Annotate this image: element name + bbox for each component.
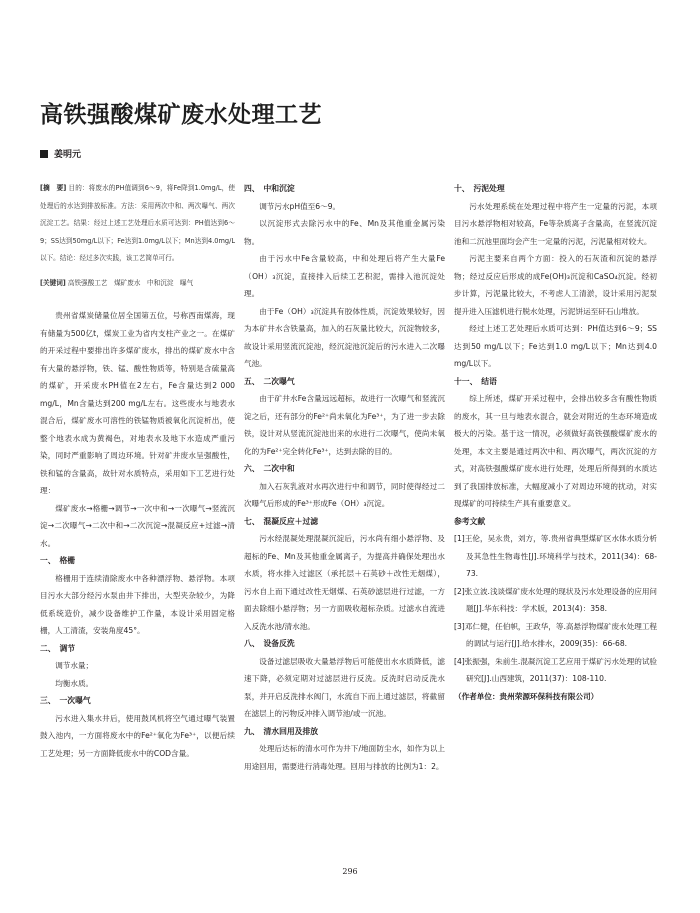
section-heading: 十、 污泥处理 [454, 184, 505, 193]
column-middle [244, 180, 445, 775]
section-text: 加入石灰乳液对水再次进行中和调节，同时使得经过二次曝气后形成的Fe³⁺形成Fe（OH）₃沉淀。 [244, 481, 445, 508]
section-text: 经过上述工艺处理后水质可达到：PH值达到6～9；SS达到50 mg/L以下；Fe达到1.0 mg/L以下；Mn达到4.0 mg/L以下。 [454, 324, 657, 368]
section-text: 由于矿井水Fe含量远远超标，故进行一次曝气和竖流沉淀之后，还有部分的Fe²⁺尚未氧化为Fe³⁺，为了进一步去除铁，设计对从竖流沉淀池出来的水进行二次曝气，使尚未氧化的为Fe²⁺完全转化Fe³⁺，达到去除的目的。 [244, 394, 445, 456]
reference-list [454, 530, 657, 688]
author-line [40, 147, 81, 160]
square-bullet-icon [40, 150, 48, 158]
section-text: 污水处理系统在处理过程中将产生一定量的污泥，本项目污水悬浮物相对较高，Fe等杂质离子含量高，在竖流沉淀池和二沉池里面均会产生一定量的污泥，污泥量相对较大。 [454, 201, 657, 246]
author-name: 姜明元 [54, 150, 82, 160]
references-heading: 参考文献 [454, 516, 486, 526]
section-text: 由于污水中Fe含量较高，中和处理后将产生大量Fe（OH）₃沉淀，直接排入后续工艺积泥，需排入池沉淀处理。 [244, 254, 445, 298]
abstract [40, 180, 235, 268]
section-heading: 一、 格栅 [40, 556, 76, 565]
intro-paragraph: 贵州省煤炭储量位居全国第五位，号称西南煤海，现有储量为500亿t，煤炭工业为省内支柱产业之一。在煤矿的开采过程中要排出许多煤矿废水，排出的煤矿废水中含有大量的悬浮物，铁、锰、酸性物质等，特别是含硫量高的煤矿，开采废水PH值在2左右，Fe含量达到2 000 mg/L，Mn含量达到200 mg/L左右。这些废水与地表水混合后，煤矿废水可溶性的铁锰物质被氧化沉淀析出，使整个地表水成为黄褐色，对地表水及地下水造成严重污染，同时严重影响了周边环境。针对矿井废水呈强酸性，铁和锰的含量高，故针对水质特点，采用如下工艺进行处理： [40, 311, 235, 495]
reference-item: [2]张立波.浅谈煤矿废水处理的现状及污水处理设备的应用问题[J].华东科技：学术版，2013(4)：358. [454, 586, 658, 613]
page-number: 296 [342, 867, 358, 876]
column-right [454, 180, 657, 705]
section-text: 污水进入集水井后，使用鼓风机将空气通过曝气装置鼓入池内，一方面将废水中的Fe²⁺氧化为Fe³⁺，以便后续工艺处理；另一方面降低废水中的COD含量。 [40, 713, 235, 758]
section-text: 调节水量； [55, 661, 94, 670]
section-heading: 三、 一次曝气 [40, 696, 91, 705]
reference-item: [4]张振强，朱前生.混凝沉淀工艺应用于煤矿污水处理的试验研究[J].山西建筑，2011(37)：108-110. [454, 656, 658, 683]
section-heading: 四、 中和沉淀 [244, 184, 295, 193]
section-text: 调节污水pH值至6～9。 [259, 201, 341, 211]
section-heading: 十一、 结语 [454, 376, 497, 386]
section-text: 格栅用于连续清除废水中各种漂浮物、悬浮物。本项目污水大部分经污水泵由井下排出，大型夹杂较少，为降低系统造价，减少设备维护工作量，本设计采用固定格栅，人工清渣，安装角度45°。 [40, 573, 235, 635]
reference-item: [3]邓仁健，任伯帜，王政华，等.高悬浮物煤矿废水处理工程的调试与运行[J].给水排水，2009(35)：66-68. [454, 621, 658, 648]
section-heading: 八、 设备反洗 [244, 639, 295, 648]
process-flow: 煤矿废水→格栅→调节→一次中和→一次曝气→竖流沉淀→二次曝气→二次中和→二次沉淀→混凝反应+过滤→清水。 [40, 503, 235, 548]
section-heading: 九、 清水回用及排放 [244, 726, 319, 736]
section-text: 由于Fe（OH）₃沉淀具有胶体性质，沉淀效果较好，因为本矿井水含铁量高，加入的石灰量比较大，沉淀物较多，故设计采用竖流沉淀池，经沉淀池沉淀后的污水进入二次曝气池。 [244, 306, 445, 368]
section-text: 设备过滤层吸收大量悬浮物后可能使出水水质降低，滤速下降，必须定期对过滤层进行反洗。反洗时启动反洗水泵，并开启反洗排水阀门，水流自下而上通过滤层，将截留在滤层上的污物反冲排入调节池/或一沉池。 [244, 656, 445, 718]
keywords [40, 275, 235, 293]
section-text: 均衡水质。 [55, 678, 94, 688]
abstract-text: 目的：将废水的PH值调到6～9，将Fe降到1.0mg/L，使处理后的水达到排放标准。方法：采用两次中和、两次曝气、两次沉淀工艺。结果：经过上述工艺处理后水质可达到：PH值达到6～9；SS达到50mg/L以下；Fe达到1.0mg/L以下；Mn达到4.0mg/L以下。结论：经过多次实践，该工艺简单可行。 [40, 184, 235, 262]
author-affiliation: （作者单位：贵州荣源环保科技有限公司） [454, 691, 599, 701]
section-heading: 六、 二次中和 [244, 464, 295, 473]
section-text: 污泥主要来自两个方面：投入的石灰渣和沉淀的悬浮物；经过反应后形成的成Fe(OH)₃沉淀和CaSO₄沉淀。经初步计算，污泥量比较大，不考虑人工清淤，设计采用污泥泵提升进入压滤机进行脱水处理，污泥饼运至矸石山堆放。 [454, 254, 657, 316]
spacer [40, 292, 235, 307]
article-title: 高铁强酸煤矿废水处理工艺 [40, 102, 322, 128]
section-text: 处理后达标的清水可作为井下/地面防尘水，如作为以上用途回用，需要进行消毒处理。回用与排放的比例为1：2。 [244, 744, 445, 771]
reference-item: [1]王伦，吴永贵，刘方，等.贵州省典型煤矿区水体水质分析及其急性生物毒性[J].环境科学与技术，2011(34)：68-73. [454, 534, 658, 578]
section-text: 污水经混凝处理混凝沉淀后，污水尚有细小悬浮物、及超标的Fe、Mn及其他重金属离子，为提高并确保处理出水水质，将水排入过滤区（承托层＋石英砂＋改性无烟煤），污水自上而下通过改性无烟煤、石英砂滤层进行过滤，一方面去除细小悬浮物；另一方面吸收超标杂质。过滤水自流进入反洗水池/清水池。 [244, 534, 445, 631]
section-heading: 五、 二次曝气 [244, 376, 295, 386]
section-heading: 七、 混凝反应＋过滤 [244, 516, 319, 526]
section-text: 以沉淀形式去除污水中的Fe、Mn及其他重金属污染物。 [244, 219, 445, 246]
keywords-label: [关键词] [40, 278, 66, 287]
keywords-text: 高铁强酸工艺 煤矿废水 中和沉淀 曝气 [67, 278, 194, 287]
section-heading: 二、 调节 [40, 643, 76, 653]
section-text: 综上所述，煤矿开采过程中，会排出较多含有酸性物质的废水，其一旦与地表水混合，就会对附近的生态环境造成极大的污染。基于这一情况，必须做好高铁强酸煤矿废水的处理，本文主要是通过两次中和、两次曝气，两次沉淀的方式，对高铁强酸煤矿废水进行处理，处理后所得到的水质达到了我国排放标准，大幅度减小了对周边环境的扰动，对实现煤矿的可持续生产具有重要意义。 [454, 394, 657, 508]
column-left [40, 180, 235, 762]
abstract-label: [摘 要] [40, 184, 67, 192]
